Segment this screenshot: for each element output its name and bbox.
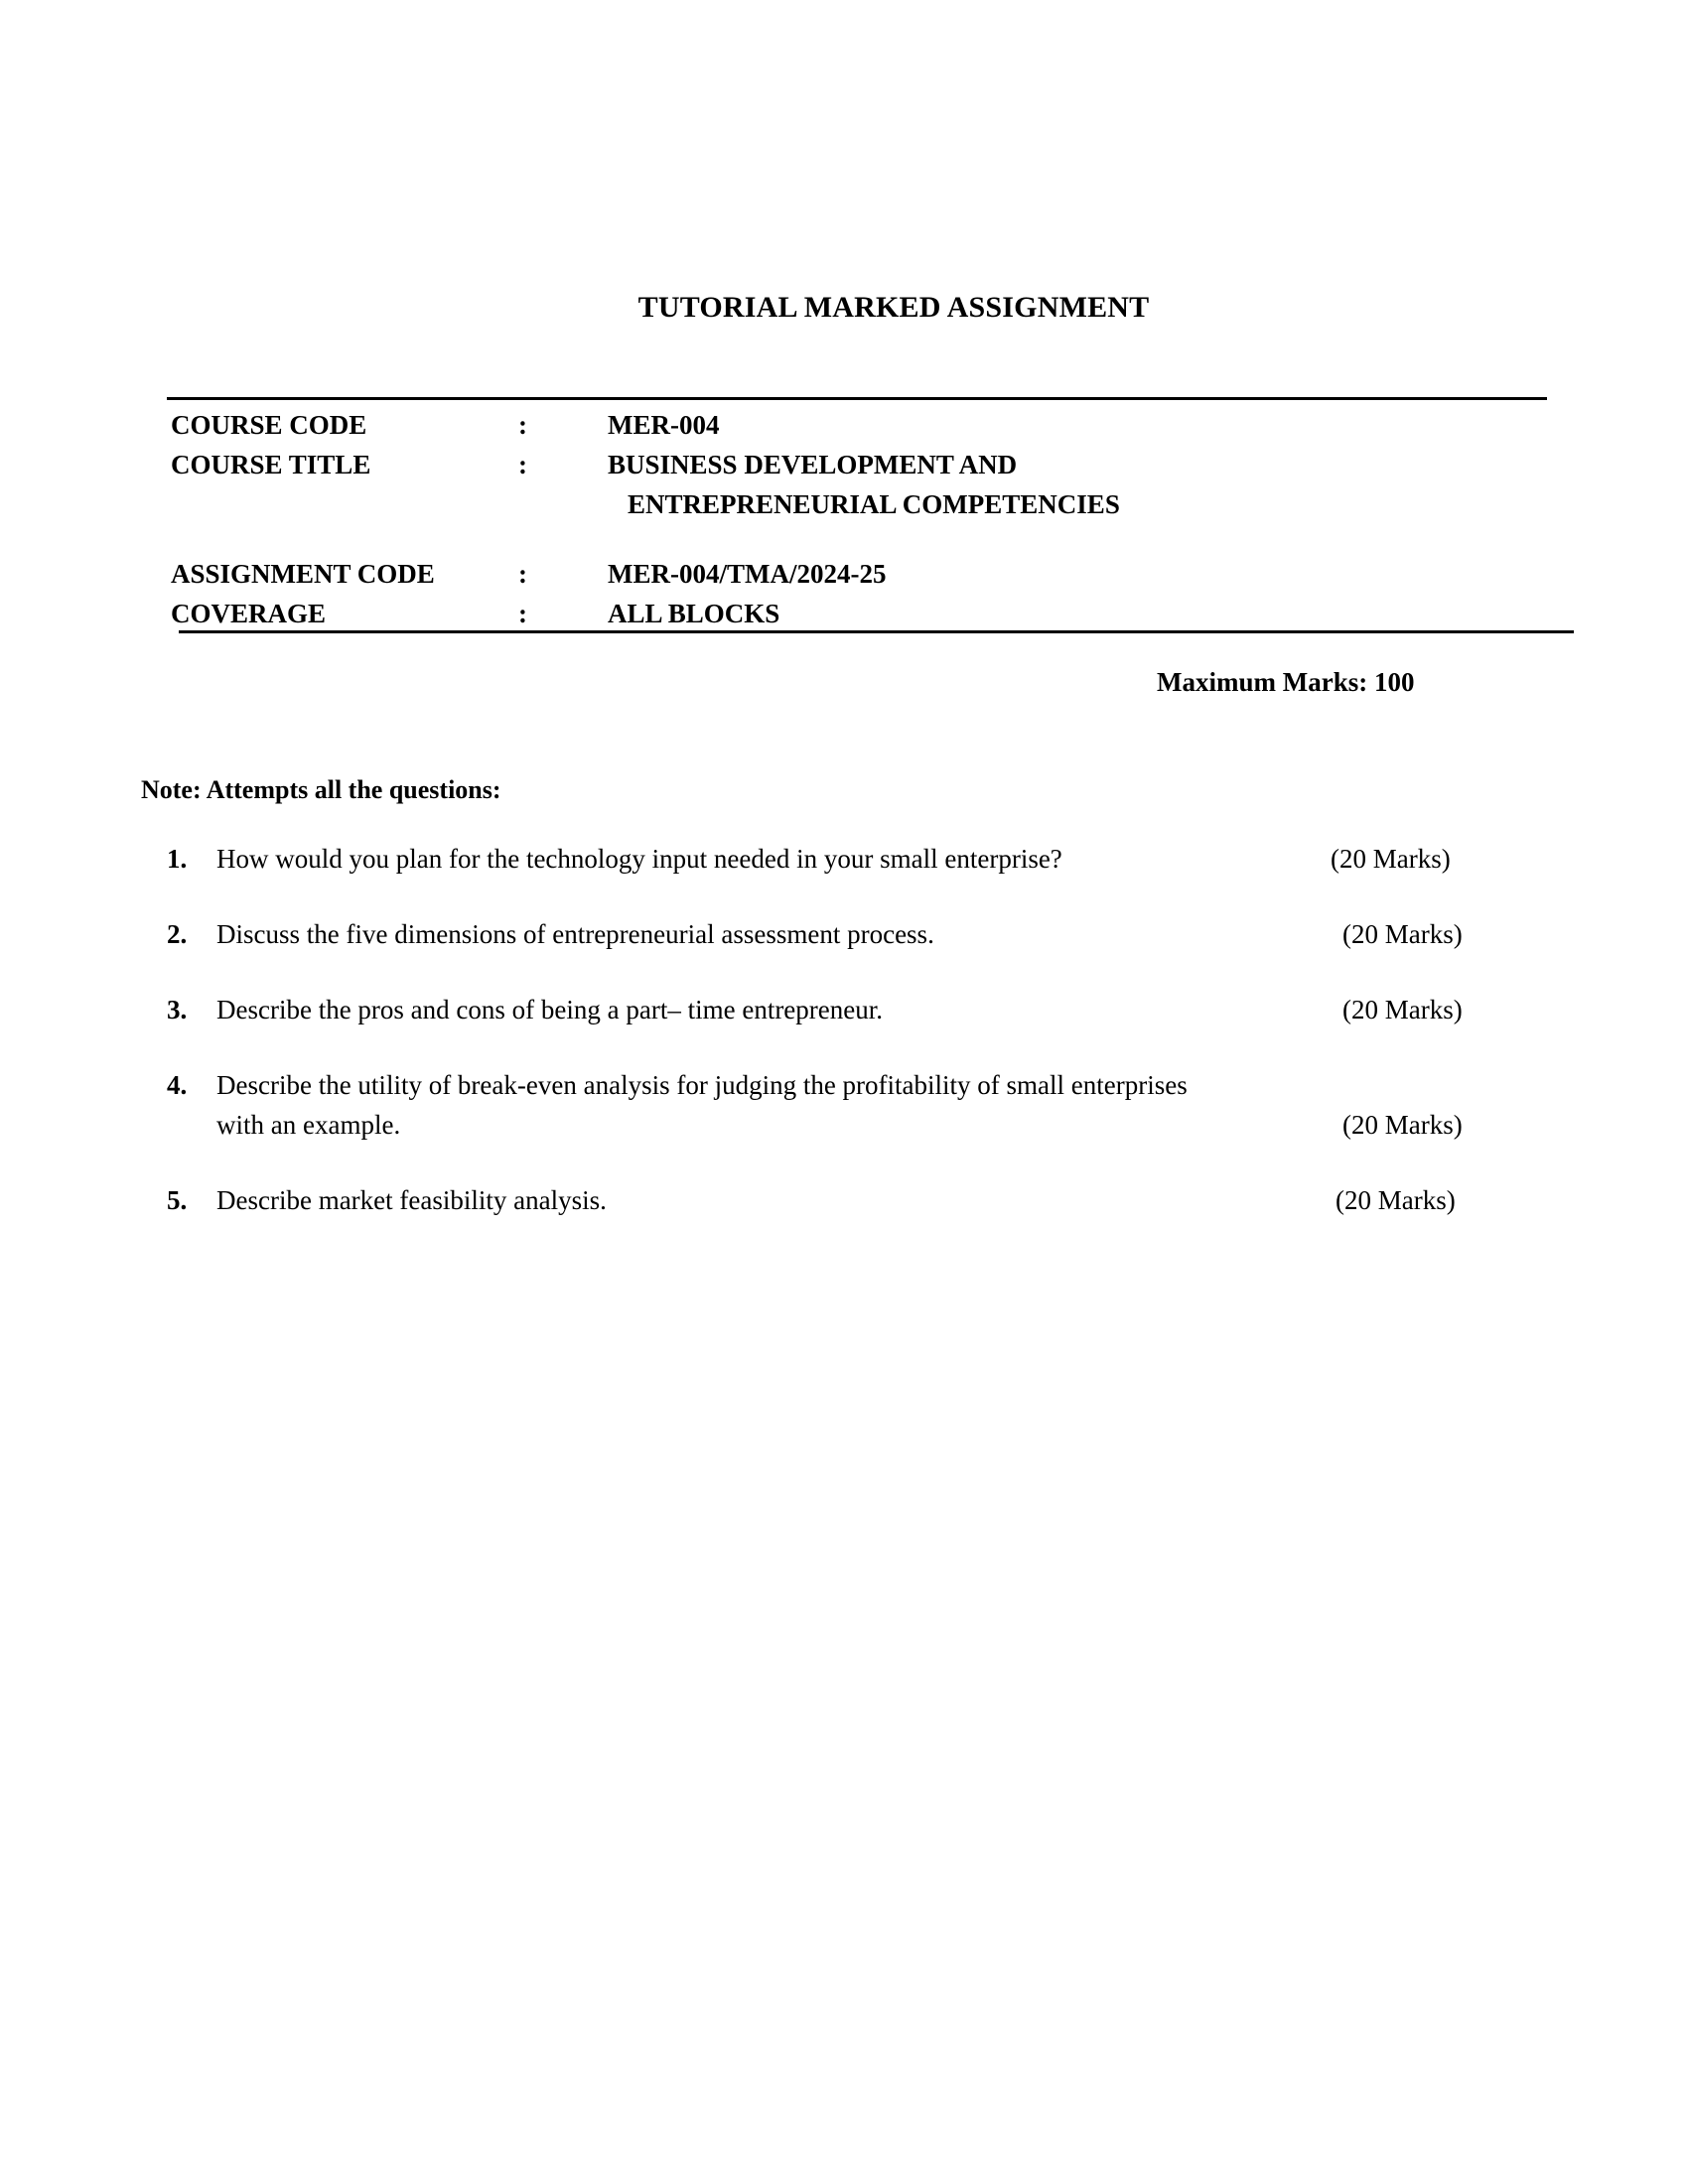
meta-value-course-title: BUSINESS DEVELOPMENT AND [608, 450, 1018, 479]
question-text-line: Describe market feasibility analysis. [216, 1185, 607, 1215]
question-number: 1. [167, 844, 188, 874]
question-item [167, 990, 1577, 1029]
question-text-line: Discuss the five dimensions of entrepreneurial assessment process. [216, 919, 934, 949]
question-marks: (20 Marks) [1342, 995, 1463, 1024]
header-rule-top [167, 397, 1547, 400]
question-body [216, 1065, 1577, 1145]
meta-colon-course-title: : [518, 450, 527, 479]
meta-value-course-title-line2: ENTREPRENEURIAL COMPETENCIES [628, 489, 1120, 519]
question-item [167, 1180, 1577, 1220]
header-rule-bottom [179, 630, 1574, 633]
question-number: 5. [167, 1185, 188, 1215]
question-marks: (20 Marks) [1336, 1185, 1456, 1215]
course-meta-table [171, 405, 1561, 633]
question-number: 4. [167, 1070, 188, 1100]
question-text-line: Describe the utility of break-even analysis for judging the profitability of small enterprises [216, 1070, 1188, 1100]
question-body [216, 839, 1577, 879]
question-item [167, 1065, 1577, 1145]
question-marks: (20 Marks) [1331, 844, 1451, 874]
meta-row-course-code [171, 405, 1561, 445]
meta-value-coverage: ALL BLOCKS [608, 599, 780, 628]
question-item [167, 839, 1577, 879]
question-marks: (20 Marks) [1342, 1110, 1463, 1140]
question-text-line: Describe the pros and cons of being a part– time entrepreneur. [216, 995, 884, 1024]
question-number: 3. [167, 995, 188, 1024]
question-text-line-2: with an example. [216, 1110, 401, 1140]
meta-value-assignment-code: MER-004/TMA/2024-25 [608, 559, 887, 589]
meta-row-course-title [171, 445, 1561, 484]
meta-label-assignment-code: ASSIGNMENT CODE [171, 559, 435, 589]
question-item [167, 914, 1577, 954]
meta-colon-coverage: : [518, 599, 527, 628]
page-title: TUTORIAL MARKED ASSIGNMENT [637, 291, 1150, 324]
question-text-line: How would you plan for the technology input needed in your small enterprise? [216, 844, 1062, 874]
meta-value-course-code: MER-004 [608, 410, 720, 440]
meta-row-assignment-code [171, 554, 1561, 594]
questions-list [167, 839, 1577, 1256]
meta-colon-course-code: : [518, 410, 527, 440]
instructions-note: Note: Attempts all the questions: [141, 775, 501, 804]
meta-colon-assignment-code: : [518, 559, 527, 589]
question-body [216, 1180, 1577, 1220]
question-body [216, 914, 1577, 954]
maximum-marks-label: Maximum Marks: 100 [1157, 667, 1415, 697]
meta-row-coverage [171, 594, 1561, 633]
meta-label-coverage: COVERAGE [171, 599, 327, 628]
meta-label-course-code: COURSE CODE [171, 410, 367, 440]
meta-label-course-title: COURSE TITLE [171, 450, 371, 479]
question-marks: (20 Marks) [1342, 919, 1463, 949]
question-number: 2. [167, 919, 188, 949]
question-body [216, 990, 1577, 1029]
